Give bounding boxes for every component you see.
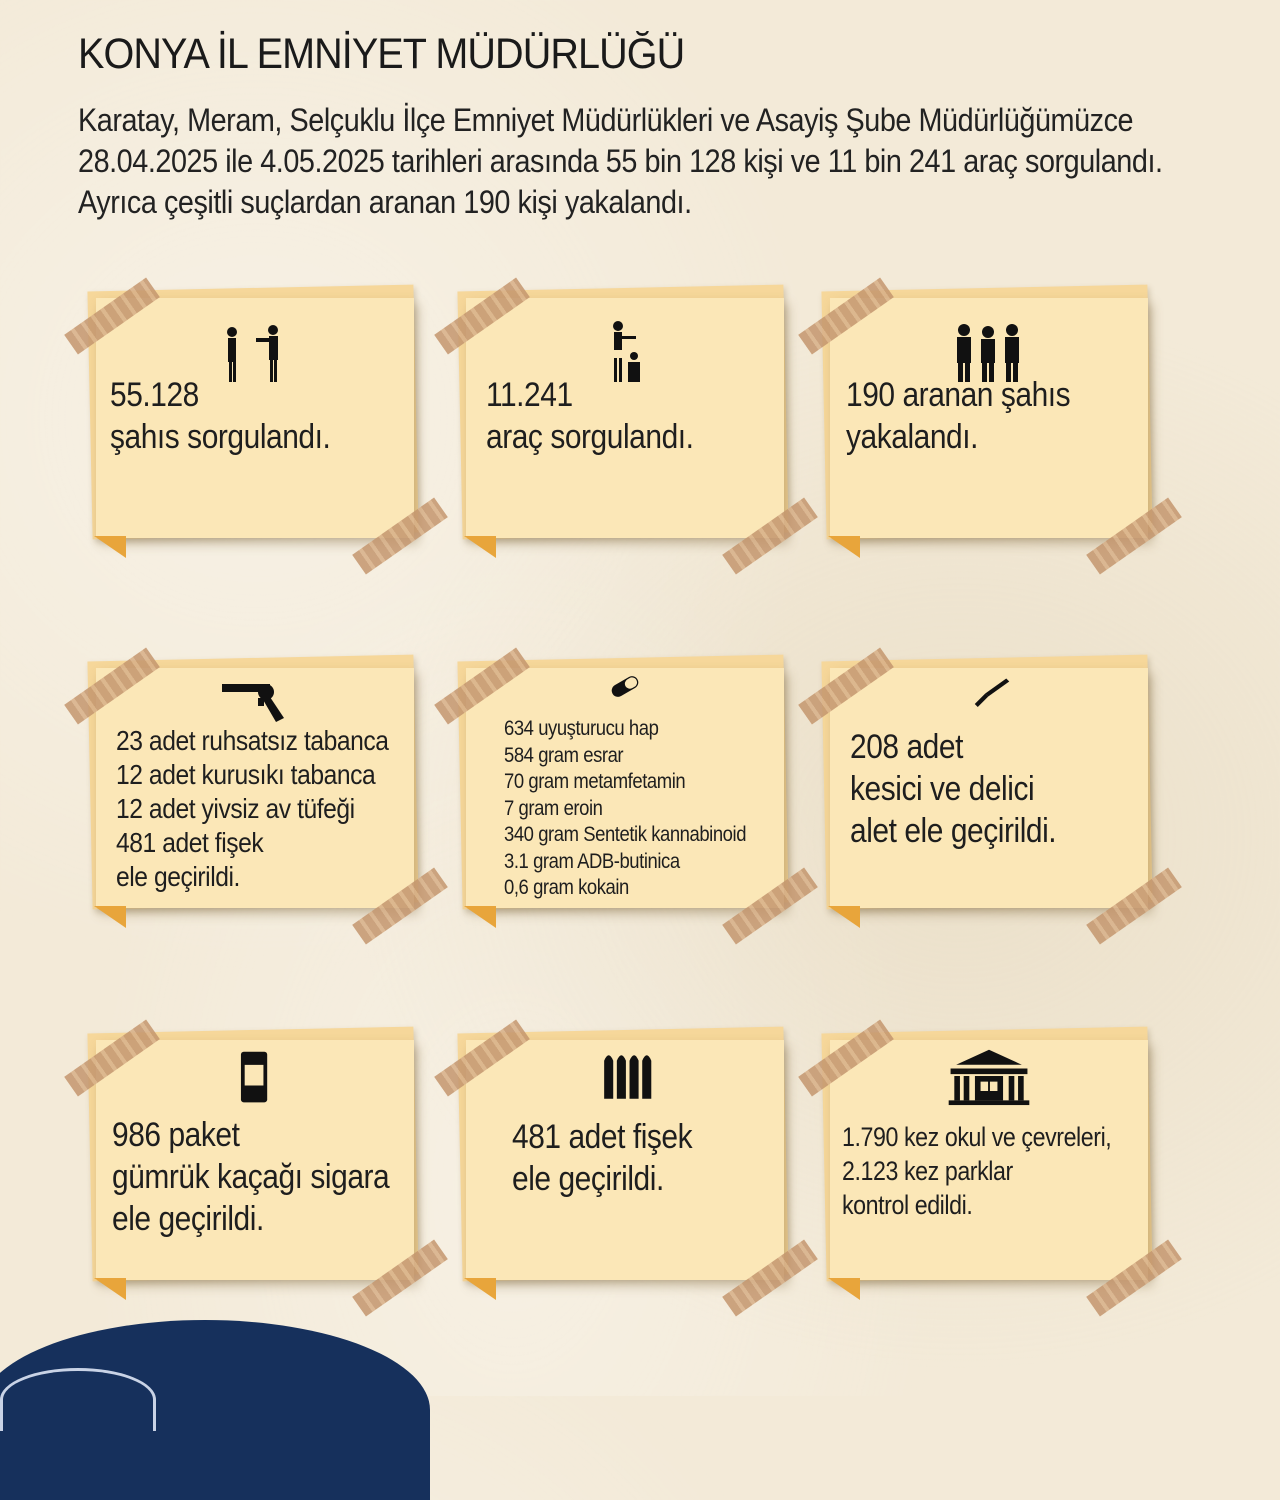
- cigarette-pack-icon: [210, 1048, 300, 1108]
- note-fold: [464, 1278, 496, 1300]
- card-line: 11.241: [486, 376, 573, 414]
- card-persons-questioned: [96, 298, 414, 538]
- card-line: 12 adet yivsiz av tüfeği: [116, 793, 355, 824]
- note-fold: [464, 536, 496, 558]
- pill-icon: [580, 674, 670, 714]
- card-line: 986 paket: [112, 1116, 240, 1154]
- tape: [722, 497, 818, 574]
- card-drugs-seized: [466, 668, 784, 908]
- card-line: kontrol edildi.: [842, 1190, 973, 1220]
- card-line: yakalandı.: [846, 418, 978, 456]
- card-line: şahıs sorgulandı.: [110, 418, 331, 456]
- card-cigarettes-seized: [96, 1040, 414, 1280]
- tape: [352, 1239, 448, 1316]
- card-text: [842, 1120, 1111, 1222]
- card-line: 340 gram Sentetik kannabinoid: [504, 823, 747, 846]
- card-text: [112, 1114, 389, 1240]
- card-line: alet ele geçirildi.: [850, 812, 1057, 850]
- note-fold: [828, 1278, 860, 1300]
- persons-questioning-icon: [210, 318, 300, 382]
- card-line: 2.123 kez parklar: [842, 1156, 1013, 1186]
- page-title: KONYA İL EMNİYET MÜDÜRLÜĞÜ: [78, 30, 685, 78]
- card-text: [110, 374, 330, 458]
- tape: [798, 277, 894, 354]
- note-fold: [828, 536, 860, 558]
- intro-line: Karatay, Meram, Selçuklu İlçe Emniyet Müdürlükleri ve Asayiş Şube Müdürlüğümüzce: [78, 102, 1134, 138]
- tape: [64, 1019, 160, 1096]
- tape: [434, 647, 530, 724]
- card-line: ele geçirildi.: [512, 1160, 664, 1198]
- card-patrols: [830, 1040, 1148, 1280]
- card-text: [486, 374, 694, 458]
- note-fold: [94, 906, 126, 928]
- card-text: [116, 724, 389, 894]
- card-line: 481 adet fişek: [512, 1118, 693, 1156]
- intro-line: 28.04.2025 ile 4.05.2025 tarihleri arasında 55 bin 128 kişi ve 11 bin 241 araç sorgulandı.: [78, 143, 1163, 179]
- card-line: gümrük kaçağı sigara: [112, 1158, 390, 1196]
- card-line: 70 gram metamfetamin: [504, 770, 686, 793]
- tape: [798, 1019, 894, 1096]
- tape: [1086, 867, 1182, 944]
- tape: [1086, 497, 1182, 574]
- card-line: ele geçirildi.: [112, 1200, 264, 1238]
- card-text: [512, 1116, 692, 1200]
- card-line: 55.128: [110, 376, 199, 414]
- tape: [1086, 1239, 1182, 1316]
- card-line: 634 uyuşturucu hap: [504, 717, 659, 740]
- decorative-arc: [0, 1368, 156, 1431]
- card-line: 0,6 gram kokain: [504, 876, 629, 899]
- vehicle-check-icon: [580, 318, 670, 382]
- note-fold: [828, 906, 860, 928]
- school-building-icon: [944, 1046, 1034, 1106]
- card-line: araç sorgulandı.: [486, 418, 694, 456]
- tape: [64, 277, 160, 354]
- card-line: 584 gram esrar: [504, 743, 624, 767]
- card-ammo-seized: [466, 1040, 784, 1280]
- tape: [434, 277, 530, 354]
- intro-text: [78, 100, 1176, 223]
- card-wanted-caught: [830, 298, 1148, 538]
- tape: [722, 1239, 818, 1316]
- card-text: [850, 726, 1056, 852]
- card-vehicles-questioned: [466, 298, 784, 538]
- card-weapons-seized: [96, 668, 414, 908]
- card-line: 208 adet: [850, 728, 963, 766]
- card-line: 23 adet ruhsatsız tabanca: [116, 725, 389, 756]
- bullets-icon: [580, 1048, 670, 1106]
- tape: [64, 647, 160, 724]
- card-text: [504, 716, 746, 902]
- card-line: 190 aranan şahıs: [846, 376, 1071, 414]
- card-line: kesici ve delici: [850, 770, 1035, 808]
- card-line: 12 adet kurusıkı tabanca: [116, 759, 376, 790]
- tape: [434, 1019, 530, 1096]
- card-line: 7 gram eroin: [504, 796, 603, 820]
- tape: [798, 647, 894, 724]
- arrested-persons-icon: [944, 318, 1034, 382]
- knife-icon: [944, 674, 1034, 722]
- note-fold: [94, 536, 126, 558]
- card-blades-seized: [830, 668, 1148, 908]
- card-line: 481 adet fişek: [116, 827, 264, 858]
- note-fold: [464, 906, 496, 928]
- card-text: [846, 374, 1070, 458]
- card-line: 1.790 kez okul ve çevreleri,: [842, 1122, 1112, 1152]
- tape: [352, 497, 448, 574]
- card-line: ele geçirildi.: [116, 861, 240, 892]
- note-fold: [94, 1278, 126, 1300]
- card-line: 3.1 gram ADB-butinica: [504, 849, 680, 873]
- intro-line: Ayrıca çeşitli suçlardan aranan 190 kişi yakalandı.: [78, 184, 692, 220]
